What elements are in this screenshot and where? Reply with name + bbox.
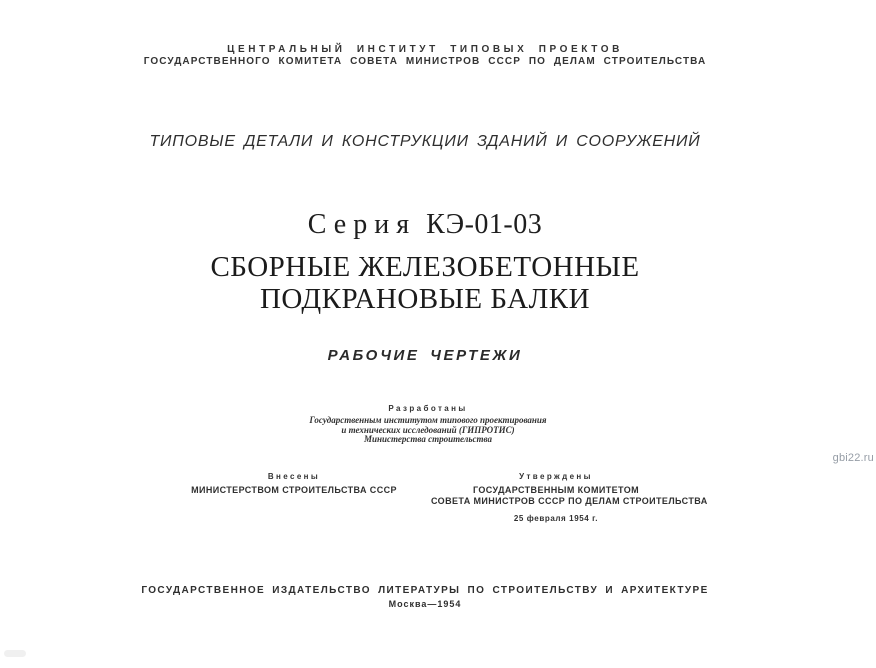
developed-heading: Разработаны (388, 404, 468, 413)
document-title-line1: СБОРНЫЕ ЖЕЛЕЗОБЕТОННЫЕ (210, 251, 640, 283)
developed-by-block (3, 416, 853, 445)
publisher-line: ГОСУДАРСТВЕННОЕ ИЗДАТЕЛЬСТВО ЛИТЕРАТУРЫ ПО СТРОИТЕЛЬСТВУ И АРХИТЕКТУРЕ (141, 585, 709, 596)
approved-line2: СОВЕТА МИНИСТРОВ СССР ПО ДЕЛАМ СТРОИТЕЛЬСТВА (431, 496, 708, 506)
site-watermark: gbi22.ru (832, 452, 874, 464)
submitted-by-block (169, 472, 419, 496)
developed-line2: и технических исследований (ГИПРОТИС) (341, 424, 515, 435)
city-year-line: Москва—1954 (388, 599, 462, 609)
submitted-body: МИНИСТЕРСТВОМ СТРОИТЕЛЬСТВА СССР (191, 485, 397, 495)
approved-heading: Утверждены (519, 472, 593, 481)
approved-date: 25 февраля 1954 г. (513, 514, 599, 523)
series-word: Серия (307, 209, 417, 240)
submitted-heading: Внесены (267, 472, 321, 481)
developed-line3: Министерства строительства (364, 434, 492, 444)
document-title-line2: ПОДКРАНОВЫЕ БАЛКИ (259, 283, 591, 315)
series-collection-subtitle: ТИПОВЫЕ ДЕТАЛИ И КОНСТРУКЦИИ ЗДАНИЙ И СООРУЖЕНИЙ (149, 133, 701, 150)
institute-header-line1: ЦЕНТРАЛЬНЫЙ ИНСТИТУТ ТИПОВЫХ ПРОЕКТОВ (227, 44, 623, 55)
developed-line1: Государственным институтом типового проектирования (309, 415, 547, 425)
series-code: КЭ-01-03 (426, 209, 543, 240)
series-designation (0, 209, 850, 241)
scan-artifact (4, 650, 26, 657)
document-type-label: РАБОЧИЕ ЧЕРТЕЖИ (327, 347, 523, 364)
institute-header-line2: ГОСУДАРСТВЕННОГО КОМИТЕТА СОВЕТА МИНИСТРОВ СССР ПО ДЕЛАМ СТРОИТЕЛЬСТВА (143, 56, 707, 67)
approved-line1: ГОСУДАРСТВЕННЫМ КОМИТЕТОМ (472, 485, 639, 495)
approved-by-block (431, 472, 708, 523)
